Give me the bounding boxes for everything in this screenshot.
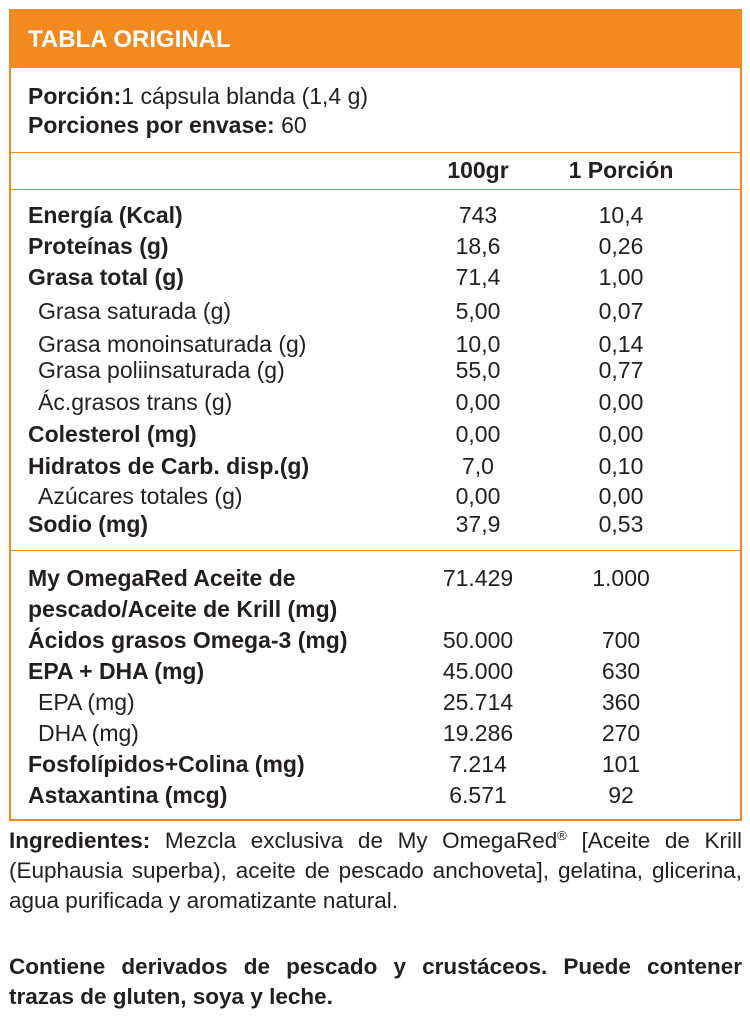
row-value-portion: 0,00: [598, 421, 644, 447]
row-value-100g: 743: [458, 202, 498, 228]
row-label-line2: pescado/Aceite de Krill (mg): [28, 596, 338, 622]
ingredients-text-after: [Aceite de Krill (Euphausia superba), aceite de pescado anchoveta], gelatina, glicerina, agua purificada y aromatizante natural.: [9, 828, 742, 913]
row-value-100g: 0,00: [455, 421, 501, 447]
row-label: Fosfolípidos+Colina (mg): [28, 751, 305, 777]
row-value-portion: 1,00: [598, 264, 644, 290]
row-value-100g: 5,00: [455, 298, 501, 324]
row-value-portion: 92: [608, 782, 634, 808]
row-label: Hidratos de Carb. disp.(g): [28, 453, 310, 479]
column-header-portion: 1 Porción: [568, 157, 674, 183]
portion-label: Porción:: [28, 83, 122, 109]
row-value-portion: 0,77: [598, 357, 644, 383]
row-value-100g: 7,0: [462, 453, 494, 479]
row-label: Grasa monoinsaturada (g): [38, 331, 307, 357]
portion-value: 1 cápsula blanda (1,4 g): [121, 83, 369, 109]
row-label: Ác.grasos trans (g): [38, 389, 233, 415]
row-value-portion: 10,4: [598, 202, 644, 228]
row-label: Astaxantina (mcg): [28, 782, 228, 808]
row-value-100g: 55,0: [455, 357, 501, 383]
row-value-portion: 101: [601, 751, 641, 777]
row-value-portion: 0,10: [598, 453, 644, 479]
row-value-portion: 700: [601, 627, 641, 653]
row-value-100g: 6.571: [449, 782, 507, 808]
row-value-portion: 0,07: [598, 298, 644, 324]
row-value-portion: 0,53: [598, 511, 644, 537]
row-label: Azúcares totales (g): [38, 483, 243, 509]
row-value-100g: 50.000: [442, 627, 514, 653]
divider: [11, 550, 740, 551]
row-label: EPA + DHA (mg): [28, 658, 205, 684]
row-value-portion: 0,00: [598, 483, 644, 509]
row-value-portion: 270: [601, 720, 641, 746]
row-value-100g: 7.214: [449, 751, 507, 777]
row-label: EPA (mg): [38, 689, 135, 715]
row-label: My OmegaRed Aceite de: [28, 565, 296, 591]
row-value-100g: 0,00: [455, 483, 501, 509]
servings-label: Porciones por envase:: [28, 112, 275, 138]
row-label: Colesterol (mg): [28, 421, 197, 447]
row-label: Grasa poliinsaturada (g): [38, 357, 285, 383]
nutrition-table: [9, 9, 742, 821]
row-value-portion: 1.000: [592, 565, 650, 591]
row-value-portion: 0,14: [598, 331, 644, 357]
row-value-100g: 37,9: [455, 511, 501, 537]
row-value-100g: 19.286: [442, 720, 514, 746]
servings-value: 60: [281, 112, 307, 138]
row-value-portion: 360: [601, 689, 641, 715]
row-value-portion: 0,26: [598, 233, 644, 259]
row-value-100g: 71.429: [442, 565, 514, 591]
row-value-100g: 10,0: [455, 331, 501, 357]
row-value-portion: 0,00: [598, 389, 644, 415]
servings-line: [28, 111, 368, 140]
row-value-100g: 71,4: [455, 264, 501, 290]
row-label: Sodio (mg): [28, 511, 149, 537]
table-header: [11, 11, 740, 68]
column-header-100g: 100gr: [447, 157, 509, 183]
row-value-100g: 18,6: [455, 233, 501, 259]
row-value-100g: 45.000: [442, 658, 514, 684]
table-title: TABLA ORIGINAL: [28, 26, 231, 53]
row-label: Grasa total (g): [28, 264, 184, 290]
serving-info: [28, 82, 368, 140]
ingredients-label: Ingredientes:: [9, 828, 151, 853]
registered-mark: ®: [557, 828, 567, 843]
row-value-portion: 630: [601, 658, 641, 684]
row-label: Proteínas (g): [28, 233, 169, 259]
ingredients-text-before: Mezcla exclusiva de My OmegaRed: [150, 828, 558, 853]
row-label: Ácidos grasos Omega-3 (mg): [28, 627, 348, 653]
row-value-100g: 25.714: [442, 689, 514, 715]
row-label: Energía (Kcal): [28, 202, 183, 228]
divider: [11, 152, 740, 153]
ingredients-text: [9, 826, 742, 916]
row-label: Grasa saturada (g): [38, 298, 232, 324]
divider: [11, 189, 740, 190]
row-value-100g: 0,00: [455, 389, 501, 415]
portion-line: [28, 82, 368, 111]
allergen-warning: Contiene derivados de pescado y crustáceos. Puede contener trazas de gluten, soya y leche.: [9, 954, 742, 1009]
row-label: DHA (mg): [38, 720, 139, 746]
